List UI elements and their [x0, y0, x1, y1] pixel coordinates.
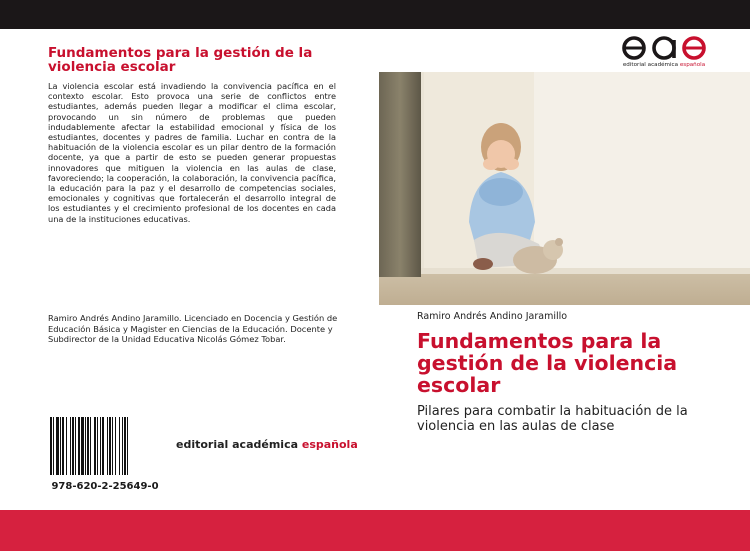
logo-caption: [620, 62, 708, 68]
front-cover-subtitle: Pilares para combatir la habituación de la violencia en las aulas de clase: [417, 404, 688, 434]
barcode-icon: [50, 417, 158, 475]
back-publisher-name: [176, 438, 358, 451]
publisher-prefix: editorial académica: [176, 438, 302, 451]
cover-photo: [379, 72, 750, 305]
isbn-number: 978-620-2-25649-0: [51, 481, 159, 492]
logo-caption-accent: española: [679, 62, 706, 68]
back-cover-title: Fundamentos para la gestión de la violencia escolar: [48, 45, 313, 75]
crying-child-photo: [379, 72, 750, 305]
front-cover-title: Fundamentos para la gestión de la violencia escolar: [417, 329, 678, 397]
eae-logo-icon: [620, 35, 708, 61]
publisher-accent: española: [301, 438, 358, 451]
barcode-block: [50, 417, 160, 492]
front-author-name: Ramiro Andrés Andino Jaramillo: [417, 311, 568, 322]
publisher-logo: [620, 35, 708, 73]
logo-caption-prefix: editorial académica: [622, 62, 680, 68]
back-cover-blurb: La violencia escolar está invadiendo la convivencia pacífica en el contexto escolar. Esto provoca una serie de conflictos entre estudiantes, además pueden llegar a modificar el clima escolar, provocando un sin número de problemas que pueden indudablemente afectar la estabilidad emocional y física de los estudiantes, docentes y padres de familia. Luchar en contra de la habituación de la violencia escolar es un pilar dentro de la formación docente, ya que a partir de esto se pueden generar propuestas innovadores que mitiguen la violencia en las aulas de clase, favoreciendo; la cooperación, la colaboración, la convivencia pacífica, la educación para la paz y el desarrollo de competencias sociales, emocionales y cognitivas que fortalecerán el desarrollo integral de los estudiantes y el crecimiento profesional de los docentes en cada una de la instituciones educativas.: [48, 81, 336, 224]
bottom-band: [0, 510, 750, 551]
top-band: [0, 0, 750, 29]
author-bio: Ramiro Andrés Andino Jaramillo. Licenciado en Docencia y Gestión de Educación Básica y Magister en Ciencias de la Educación. Docente y Subdirector de la Unidad Educativa Nicolás Gómez Tobar.: [48, 313, 338, 344]
